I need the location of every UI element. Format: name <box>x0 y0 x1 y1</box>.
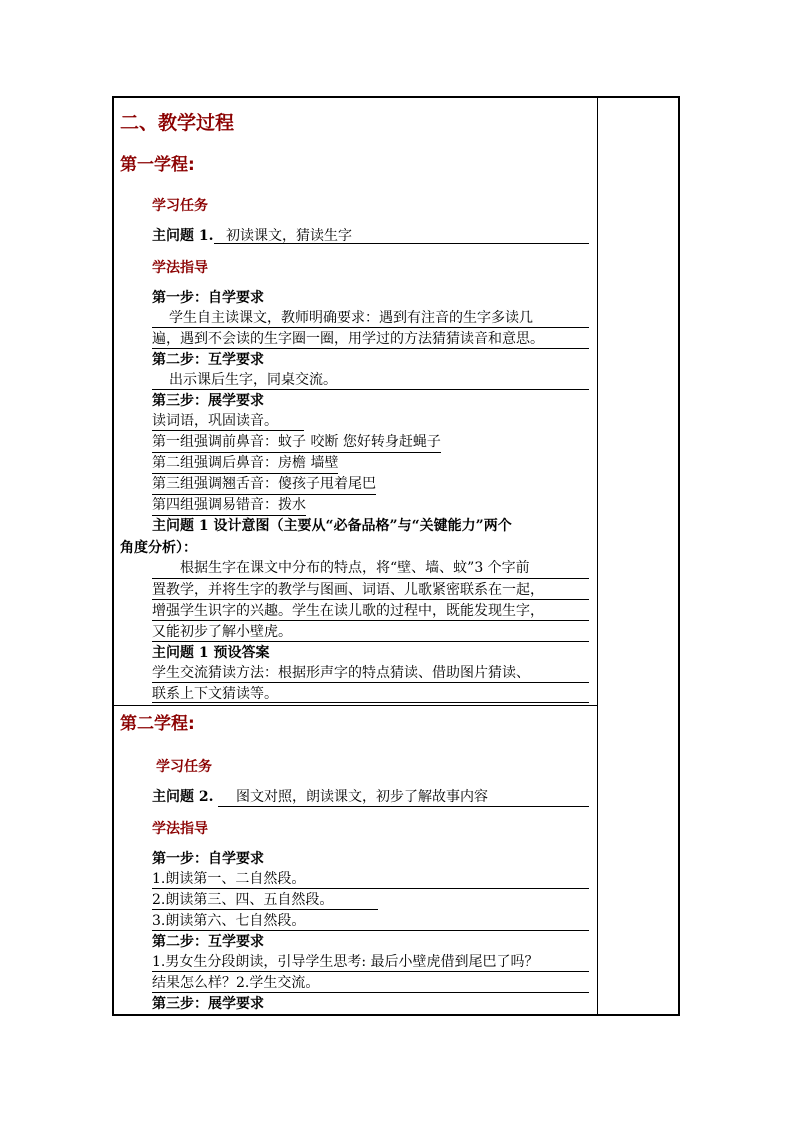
stage2-task-heading: 学习任务 <box>156 759 212 775</box>
stage1-title: 第一学程: <box>120 155 195 175</box>
stage1-step3-line-4: 第三组强调翘舌音：傻孩子甩着尾巴 <box>152 474 376 495</box>
stage1-main-question-text: 初读课文，猜读生字 <box>226 228 352 244</box>
column-divider <box>597 98 598 1014</box>
underline <box>218 806 589 807</box>
stage2-main-question-label: 主问题 2. <box>152 789 214 805</box>
stage1-design-line-3: 增强学生识字的兴趣。学生在读儿歌的过程中，既能发现生字， <box>152 603 544 619</box>
stage1-step3-line-2: 第一组强调前鼻音：蚊子 咬断 您好转身赶蝇子 <box>152 432 441 453</box>
underline <box>152 599 589 600</box>
underline <box>214 243 589 244</box>
stage2-cell <box>114 707 597 1016</box>
stage1-step1-line-2: 遍，遇到不会读的生字圈一圈，用学过的方法猜猜读音和意思。 <box>152 331 544 347</box>
stage1-main-question-label: 主问题 1. <box>152 228 214 244</box>
stage2-step1-line-2: 2.朗读第三、四、五自然段。 <box>152 892 334 908</box>
row-divider <box>114 705 597 706</box>
stage1-design-label-2: 角度分析）： <box>120 540 197 556</box>
stage1-step2-label: 第二步：互学要求 <box>152 352 264 368</box>
underline <box>152 888 589 889</box>
stage1-task-heading: 学习任务 <box>152 198 208 214</box>
stage1-design-line-1: 根据生字在课文中分布的特点，将“壁、墙、蚊”3 个字前 <box>180 560 530 576</box>
underline <box>152 641 589 642</box>
underline <box>152 992 589 993</box>
underline <box>152 430 304 431</box>
stage2-main-question-text: 图文对照，朗读课文，初步了解故事内容 <box>236 789 488 805</box>
stage2-title: 第二学程: <box>120 714 195 734</box>
stage1-step1-label: 第一步：自学要求 <box>152 290 264 306</box>
underline <box>152 971 589 972</box>
underline <box>152 682 589 683</box>
section-title: 二、教学过程 <box>120 112 235 134</box>
stage1-cell <box>114 98 597 705</box>
lesson-table <box>112 96 680 1016</box>
stage1-step3-line-5: 第四组强调易错音：拨水 <box>152 495 306 516</box>
stage2-step2-label: 第二步：互学要求 <box>152 934 264 950</box>
underline <box>152 702 589 703</box>
stage1-step3-line-1: 读词语，巩固读音。 <box>152 413 278 429</box>
notes-column-bottom <box>599 707 678 1014</box>
stage1-answer-line-2: 联系上下文猜读等。 <box>152 686 278 702</box>
underline <box>152 389 589 390</box>
stage1-design-line-2: 置教学，并将生字的教学与图画、词语、儿歌紧密联系在一起， <box>152 582 544 598</box>
underline <box>152 348 589 349</box>
stage2-step1-line-1: 1.朗读第一、二自然段。 <box>152 871 306 887</box>
stage1-step1-line-1: 学生自主读课文，教师明确要求：遇到有注音的生字多读几 <box>169 310 533 326</box>
stage1-step2-line: 出示课后生字，同桌交流。 <box>169 372 337 388</box>
stage1-answer-line-1: 学生交流猜读方法：根据形声字的特点猜读、借助图片猜读、 <box>152 665 530 681</box>
stage2-method-heading: 学法指导 <box>152 821 208 837</box>
underline <box>152 930 589 931</box>
underline <box>152 620 589 621</box>
stage1-method-heading: 学法指导 <box>152 260 208 276</box>
stage2-step1-line-3: 3.朗读第六、七自然段。 <box>152 913 306 929</box>
notes-column-top <box>599 98 678 705</box>
stage2-step2-line-1: 1.男女生分段朗读，引导学生思考: 最后小壁虎借到尾巴了吗？ <box>152 954 539 970</box>
underline <box>152 578 589 579</box>
stage1-design-label-1: 主问题 1 设计意图（主要从“必备品格”与“关键能力”两个 <box>152 518 512 534</box>
stage2-step1-label: 第一步：自学要求 <box>152 851 264 867</box>
stage1-design-line-4: 又能初步了解小壁虎。 <box>152 624 292 640</box>
underline <box>152 327 589 328</box>
stage2-step2-line-2: 结果怎么样？2.学生交流。 <box>152 975 320 991</box>
stage1-answer-label: 主问题 1 预设答案 <box>152 645 270 661</box>
underline <box>152 909 378 910</box>
stage1-step3-label: 第三步：展学要求 <box>152 393 264 409</box>
stage2-step3-label: 第三步：展学要求 <box>152 996 264 1012</box>
stage1-step3-line-3: 第二组强调后鼻音：房檐 墙壁 <box>152 453 338 474</box>
